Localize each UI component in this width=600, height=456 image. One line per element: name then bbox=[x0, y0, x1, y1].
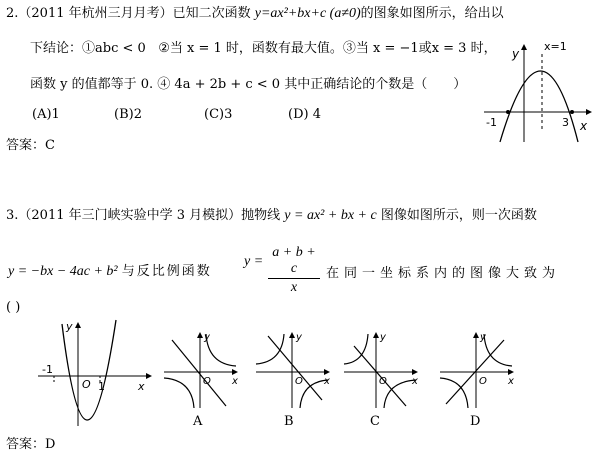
q3-source: 3.（2011 年三门峡实验中学 3 月模拟）抛物线 bbox=[6, 208, 281, 223]
y-axis-label: y bbox=[66, 320, 73, 333]
q3-parabola-func: y = ax² + bx + c bbox=[284, 208, 377, 223]
y-axis-label: y bbox=[480, 332, 486, 343]
x-axis-label: x bbox=[324, 376, 330, 387]
q3-option-a-graph bbox=[160, 330, 240, 410]
q3-main-parabola-graph bbox=[34, 318, 158, 430]
origin-label: O bbox=[379, 376, 387, 387]
origin-label: O bbox=[295, 376, 303, 387]
q3-mid-text: 与反比例函数 bbox=[121, 264, 212, 279]
x-axis-label: x bbox=[412, 376, 418, 387]
x-axis-label: x bbox=[232, 376, 238, 387]
y-axis-label: y bbox=[296, 332, 302, 343]
q2-answer: 答案：C bbox=[6, 138, 55, 153]
y-axis-arrow bbox=[521, 44, 527, 50]
q2-conclusion-4: ④ 4a + 2b + c < 0 bbox=[157, 77, 281, 92]
y-axis-arrow bbox=[289, 332, 295, 338]
q2-line2 bbox=[30, 41, 497, 57]
q2-conclusion-1: ①abc < 0 bbox=[82, 41, 146, 56]
y-axis-arrow bbox=[75, 322, 81, 328]
y-axis-label: y bbox=[512, 47, 520, 61]
q2-option-b: (B)2 bbox=[114, 107, 142, 122]
q3-label-c: C bbox=[370, 414, 380, 429]
q3-line2 bbox=[8, 264, 212, 280]
x-axis-label: x bbox=[580, 119, 588, 133]
root-3 bbox=[570, 110, 574, 114]
q3-line1-b: 图像如图所示，则一次函数 bbox=[380, 208, 537, 223]
q3-label-d: D bbox=[470, 414, 481, 429]
hyperbola-branch-1 bbox=[484, 334, 512, 366]
q2-source: 2011 年杭州三月月考）已知二次函数 bbox=[31, 6, 251, 21]
q3-option-d-graph bbox=[436, 330, 516, 410]
parabola-curve bbox=[500, 71, 578, 142]
q3-label-b: B bbox=[284, 414, 294, 429]
q2-function: y=ax²+bx+c (a≠0) bbox=[254, 6, 361, 21]
y-axis-label: y bbox=[204, 332, 210, 343]
q2-conclusion-2: ②当 x = 1 时，函数有最大值。 bbox=[158, 41, 343, 56]
root-neg1 bbox=[506, 110, 510, 114]
x-axis-arrow bbox=[508, 369, 514, 375]
q2-conclusion-3: ③当 x = −1或x = 3 时， bbox=[342, 41, 497, 56]
q2-line3 bbox=[30, 77, 466, 93]
x-axis-label: x bbox=[508, 376, 514, 387]
q2-line2-lead: 下结论： bbox=[30, 41, 83, 56]
y-axis-arrow bbox=[473, 332, 479, 338]
q2-option-a: (A)1 bbox=[32, 107, 60, 122]
fraction-denominator: x bbox=[290, 280, 298, 295]
q2-option-c: (C)3 bbox=[204, 107, 233, 122]
linear-line bbox=[172, 340, 226, 406]
q2-number: 2.（ bbox=[6, 6, 32, 21]
origin-label: O bbox=[479, 376, 487, 387]
x-axis-arrow bbox=[232, 369, 238, 375]
q3-tail: 在同一坐标系内的图像大致为 bbox=[326, 266, 561, 281]
x-axis-arrow bbox=[586, 109, 592, 115]
hyperbola-branch-1 bbox=[206, 334, 236, 366]
q2-question: 其中正确结论的个数是（ ） bbox=[284, 77, 467, 92]
tick-neg1: -1 bbox=[42, 363, 53, 376]
q2-line3-a: 函数 y 的值都等于 0. bbox=[30, 77, 154, 92]
tick-neg1: -1 bbox=[486, 116, 497, 129]
q3-answer: 答案：D bbox=[6, 437, 56, 452]
q3-option-c-graph bbox=[340, 330, 420, 410]
hyperbola-branch-2 bbox=[440, 378, 468, 408]
linear-line bbox=[268, 336, 322, 400]
y-axis-label: y bbox=[380, 332, 386, 343]
q2-option-d: (D) 4 bbox=[288, 107, 321, 122]
x-axis-label: x bbox=[138, 380, 145, 393]
q3-reciprocal-fraction bbox=[268, 245, 320, 296]
q2-line1-suffix: 的图象如图所示，给出以 bbox=[360, 6, 504, 21]
fraction-bar bbox=[268, 278, 320, 279]
fraction-numerator: a + b + c bbox=[272, 245, 316, 276]
q2-line1 bbox=[6, 6, 504, 22]
y-axis-arrow bbox=[373, 332, 379, 338]
parabola-curve bbox=[62, 320, 116, 420]
hyperbola-branch-2 bbox=[164, 378, 194, 408]
q3-linear-func: y = −bx − 4ac + b² bbox=[8, 264, 118, 279]
q3-option-b-graph bbox=[252, 330, 332, 410]
q3-reciprocal-lhs: y = bbox=[244, 254, 264, 269]
q3-line1 bbox=[6, 208, 537, 224]
tick-3: 3 bbox=[562, 116, 569, 129]
q3-label-a: A bbox=[193, 414, 203, 429]
vline-label: x=1 bbox=[544, 40, 567, 53]
x-axis-arrow bbox=[412, 369, 418, 375]
x-axis-arrow bbox=[146, 373, 152, 379]
x-axis-arrow bbox=[324, 369, 330, 375]
origin-label: O bbox=[82, 378, 91, 391]
q3-paren: ( ) bbox=[6, 300, 21, 315]
y-axis-arrow bbox=[197, 332, 203, 338]
origin-label: O bbox=[203, 376, 211, 387]
q2-parabola-graph bbox=[482, 36, 592, 146]
tick-1: 1 bbox=[98, 380, 105, 393]
